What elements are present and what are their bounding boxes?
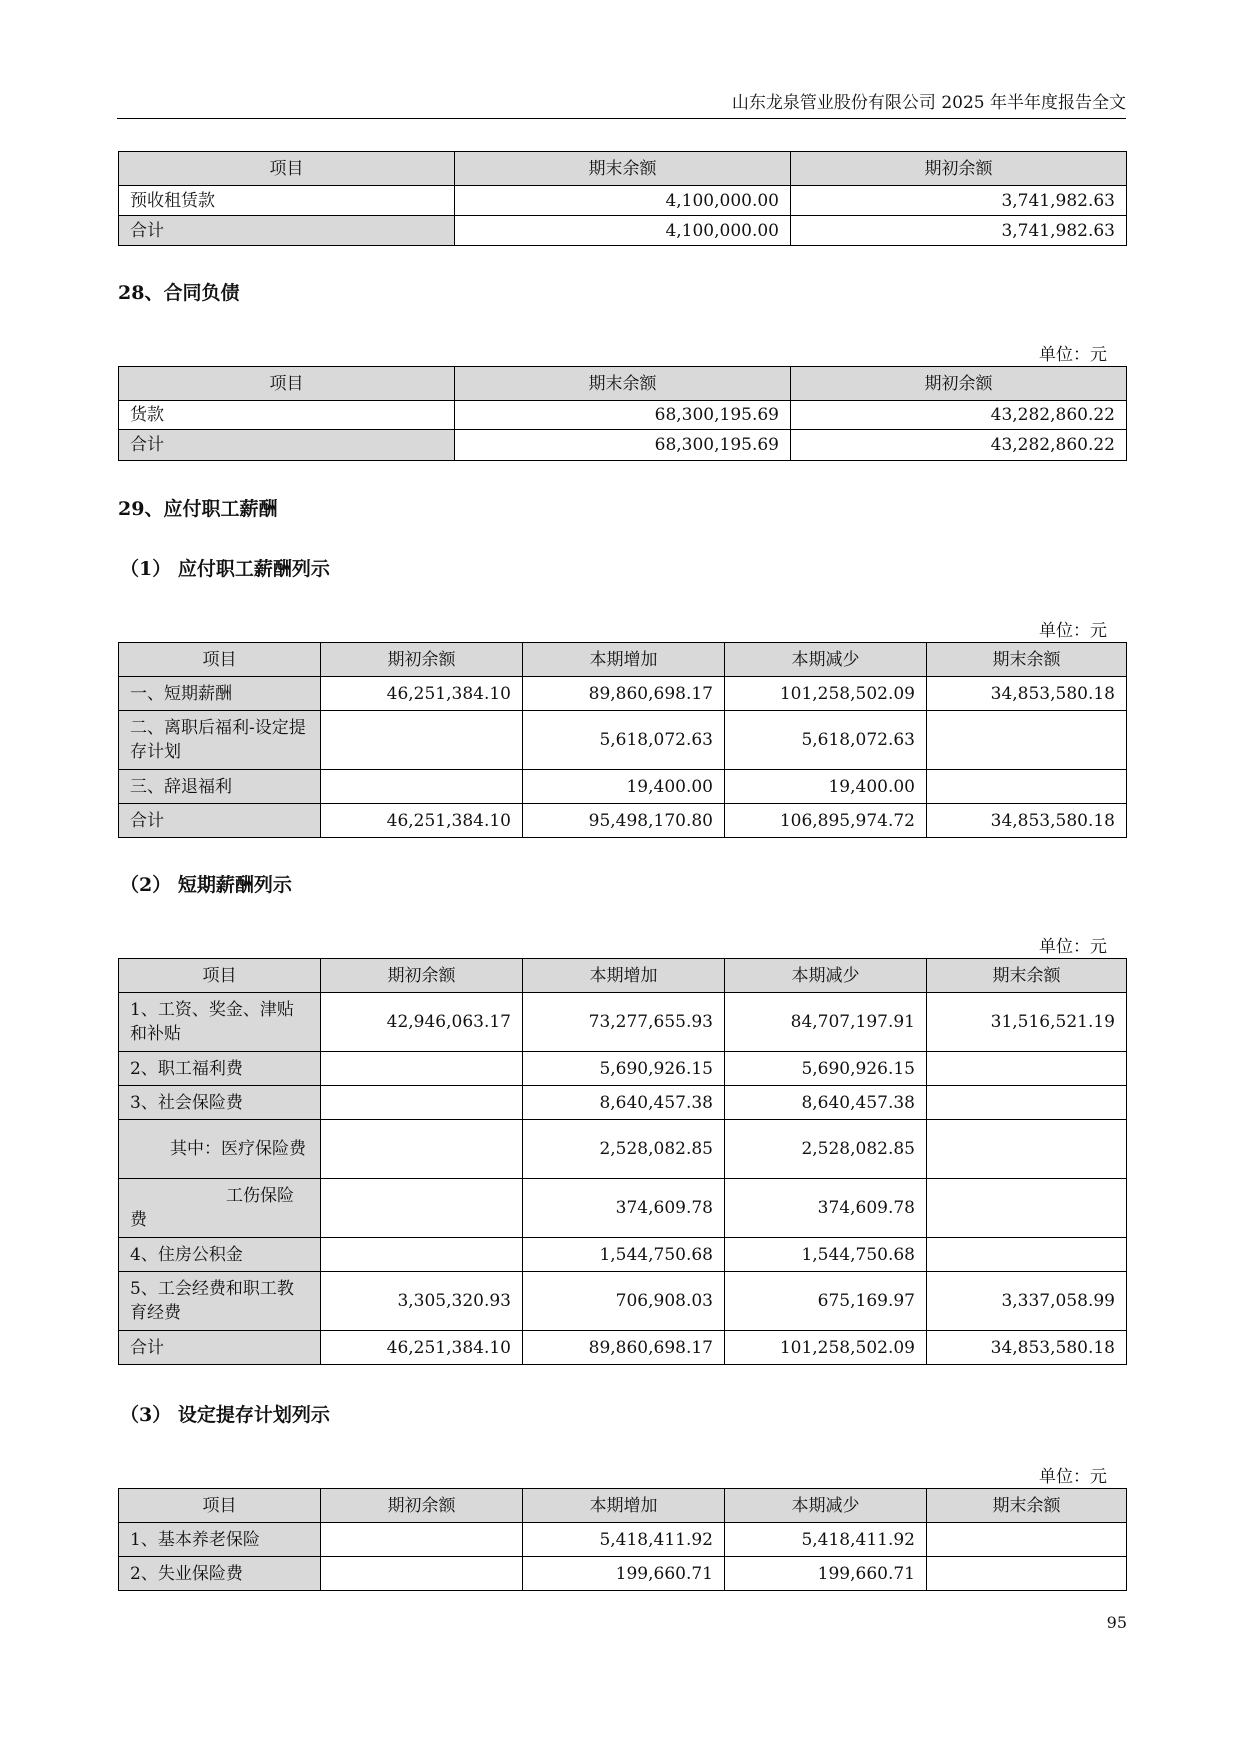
cell-value: 3,305,320.93 — [321, 1272, 523, 1331]
cell-value: 89,860,698.17 — [523, 677, 725, 711]
table-row — [119, 770, 1127, 804]
cell-value: 1,544,750.68 — [523, 1238, 725, 1272]
row-label: 4、住房公积金 — [119, 1238, 321, 1272]
cell-value: 8,640,457.38 — [725, 1086, 927, 1120]
cell-value: 3,337,058.99 — [927, 1272, 1127, 1331]
col-header: 期初余额 — [321, 643, 523, 677]
cell-value: 3,741,982.63 — [791, 216, 1127, 246]
cell-value: 4,100,000.00 — [455, 186, 791, 216]
cell-value: 4,100,000.00 — [455, 216, 791, 246]
cell-value: 34,853,580.18 — [927, 1331, 1127, 1365]
row-label: 预收租赁款 — [119, 186, 455, 216]
cell-value: 34,853,580.18 — [927, 804, 1127, 838]
row-label: 合计 — [119, 1331, 321, 1365]
contract-liabilities-table-block — [118, 366, 1126, 461]
table-row — [119, 1238, 1127, 1272]
col-header: 项目 — [119, 1489, 321, 1523]
row-label: 2、职工福利费 — [119, 1052, 321, 1086]
table-header-row — [119, 152, 1127, 186]
cell-value: 19,400.00 — [725, 770, 927, 804]
cell-value: 5,618,072.63 — [725, 711, 927, 770]
total-row — [119, 804, 1127, 838]
col-header: 项目 — [119, 643, 321, 677]
unit-label: 单位：元 — [1039, 345, 1107, 365]
table-row — [119, 711, 1127, 770]
row-label: 5、工会经费和职工教育经费 — [119, 1272, 321, 1331]
contract-liabilities-table — [118, 366, 1127, 461]
cell-value: 95,498,170.80 — [523, 804, 725, 838]
cell-value: 68,300,195.69 — [455, 401, 791, 430]
cell-value — [321, 1179, 523, 1238]
table-row — [119, 1523, 1127, 1557]
cell-value: 5,418,411.92 — [523, 1523, 725, 1557]
cell-value: 3,741,982.63 — [791, 186, 1127, 216]
cell-value — [321, 1052, 523, 1086]
col-header: 本期减少 — [725, 1489, 927, 1523]
table-row — [119, 993, 1127, 1052]
table-row — [119, 677, 1127, 711]
unit-label: 单位：元 — [1039, 937, 1107, 957]
col-header: 期末余额 — [455, 152, 791, 186]
col-header: 本期增加 — [523, 959, 725, 993]
row-label: 合计 — [119, 804, 321, 838]
row-label: 1、工资、奖金、津贴和补贴 — [119, 993, 321, 1052]
col-header: 项目 — [119, 152, 455, 186]
total-row — [119, 430, 1127, 461]
cell-value — [321, 1120, 523, 1179]
row-label: 二、离职后福利-设定提存计划 — [119, 711, 321, 770]
row-label: 3、社会保险费 — [119, 1086, 321, 1120]
row-label: 一、短期薪酬 — [119, 677, 321, 711]
defined-contribution-table-block — [118, 1488, 1126, 1591]
cell-value: 42,946,063.17 — [321, 993, 523, 1052]
cell-value: 374,609.78 — [523, 1179, 725, 1238]
table-row — [119, 1272, 1127, 1331]
row-label — [119, 1120, 321, 1179]
row-label-text: 其中：医疗保险费 — [170, 1139, 306, 1159]
cell-value: 46,251,384.10 — [321, 804, 523, 838]
cell-value — [321, 1523, 523, 1557]
col-header: 期末余额 — [927, 959, 1127, 993]
table-row — [119, 1052, 1127, 1086]
cell-value: 8,640,457.38 — [523, 1086, 725, 1120]
col-header: 期末余额 — [927, 643, 1127, 677]
cell-value — [927, 1238, 1127, 1272]
table-header-row — [119, 643, 1127, 677]
unit-label: 单位：元 — [1039, 621, 1107, 641]
col-header: 项目 — [119, 367, 455, 401]
cell-value: 5,418,411.92 — [725, 1523, 927, 1557]
cell-value: 34,853,580.18 — [927, 677, 1127, 711]
subsection-title-2: （2） 短期薪酬列示 — [120, 874, 292, 896]
row-label: 货款 — [119, 401, 455, 430]
col-header: 期初余额 — [791, 367, 1127, 401]
col-header: 期末余额 — [927, 1489, 1127, 1523]
table-header-row — [119, 959, 1127, 993]
table-row — [119, 401, 1127, 430]
col-header: 期初余额 — [321, 1489, 523, 1523]
cell-value — [321, 711, 523, 770]
cell-value: 46,251,384.10 — [321, 1331, 523, 1365]
payroll-summary-table-block — [118, 642, 1126, 838]
cell-value: 43,282,860.22 — [791, 401, 1127, 430]
cell-value: 106,895,974.72 — [725, 804, 927, 838]
col-header: 期末余额 — [455, 367, 791, 401]
table-row — [119, 1557, 1127, 1591]
cell-value: 68,300,195.69 — [455, 430, 791, 461]
cell-value — [927, 711, 1127, 770]
cell-value: 2,528,082.85 — [725, 1120, 927, 1179]
row-label: 1、基本养老保险 — [119, 1523, 321, 1557]
cell-value: 73,277,655.93 — [523, 993, 725, 1052]
short-term-pay-table-block — [118, 958, 1126, 1365]
col-header: 项目 — [119, 959, 321, 993]
cell-value — [927, 1052, 1127, 1086]
col-header: 本期减少 — [725, 643, 927, 677]
row-label: 合计 — [119, 430, 455, 461]
defined-contribution-table — [118, 1488, 1127, 1591]
cell-value: 5,690,926.15 — [523, 1052, 725, 1086]
section-title-28: 28、合同负债 — [118, 282, 240, 304]
cell-value — [321, 1557, 523, 1591]
cell-value: 43,282,860.22 — [791, 430, 1127, 461]
cell-value — [927, 1557, 1127, 1591]
col-header: 本期减少 — [725, 959, 927, 993]
payroll-summary-table — [118, 642, 1127, 838]
cell-value: 5,690,926.15 — [725, 1052, 927, 1086]
table-row — [119, 1120, 1127, 1179]
cell-value: 199,660.71 — [725, 1557, 927, 1591]
cell-value: 199,660.71 — [523, 1557, 725, 1591]
cell-value: 374,609.78 — [725, 1179, 927, 1238]
section-title-29: 29、应付职工薪酬 — [118, 498, 278, 520]
col-header: 期初余额 — [321, 959, 523, 993]
row-label: 合计 — [119, 216, 455, 246]
cell-value: 89,860,698.17 — [523, 1331, 725, 1365]
cell-value: 5,618,072.63 — [523, 711, 725, 770]
row-label: 三、辞退福利 — [119, 770, 321, 804]
table-header-row — [119, 1489, 1127, 1523]
header-title: 山东龙泉管业股份有限公司 2025 年半年度报告全文 — [731, 93, 1126, 113]
table-row — [119, 1086, 1127, 1120]
cell-value: 706,908.03 — [523, 1272, 725, 1331]
cell-value — [927, 1086, 1127, 1120]
cell-value — [321, 770, 523, 804]
page-header — [117, 86, 1126, 119]
short-term-pay-table — [118, 958, 1127, 1365]
cell-value: 2,528,082.85 — [523, 1120, 725, 1179]
total-row — [119, 1331, 1127, 1365]
table-row — [119, 1179, 1127, 1238]
cell-value — [927, 770, 1127, 804]
cell-value: 84,707,197.91 — [725, 993, 927, 1052]
subsection-title-3: （3） 设定提存计划列示 — [120, 1404, 330, 1426]
unit-label: 单位：元 — [1039, 1467, 1107, 1487]
total-row — [119, 216, 1127, 246]
cell-value — [927, 1523, 1127, 1557]
prepaid-rent-table — [118, 151, 1127, 246]
cell-value: 31,516,521.19 — [927, 993, 1127, 1052]
row-label: 2、失业保险费 — [119, 1557, 321, 1591]
cell-value: 675,169.97 — [725, 1272, 927, 1331]
table-header-row — [119, 367, 1127, 401]
col-header: 本期增加 — [523, 643, 725, 677]
subsection-title-1: （1） 应付职工薪酬列示 — [120, 558, 330, 580]
cell-value — [321, 1238, 523, 1272]
cell-value: 101,258,502.09 — [725, 677, 927, 711]
cell-value: 1,544,750.68 — [725, 1238, 927, 1272]
col-header: 本期增加 — [523, 1489, 725, 1523]
cell-value: 101,258,502.09 — [725, 1331, 927, 1365]
page-number: 95 — [1106, 1613, 1127, 1632]
col-header: 期初余额 — [791, 152, 1127, 186]
row-label-text: 工伤保险费 — [130, 1186, 294, 1230]
table-row — [119, 186, 1127, 216]
row-label — [119, 1179, 321, 1238]
cell-value — [927, 1120, 1127, 1179]
cell-value: 46,251,384.10 — [321, 677, 523, 711]
cell-value: 19,400.00 — [523, 770, 725, 804]
prepaid-rent-table-block — [118, 151, 1126, 246]
cell-value — [927, 1179, 1127, 1238]
cell-value — [321, 1086, 523, 1120]
